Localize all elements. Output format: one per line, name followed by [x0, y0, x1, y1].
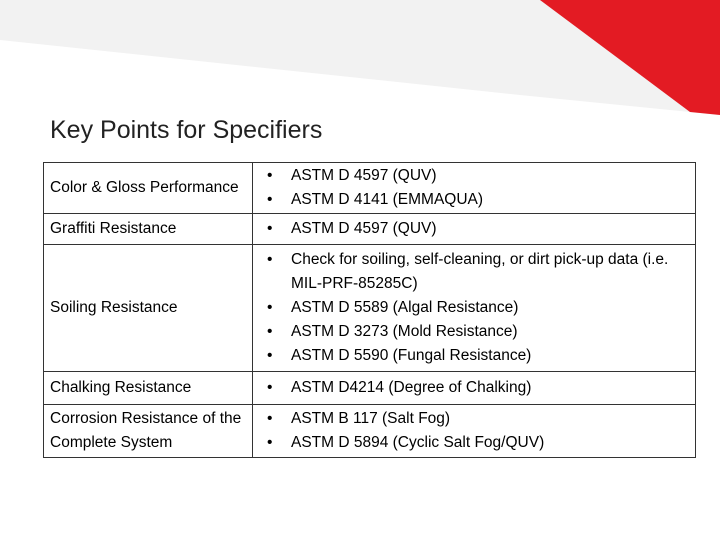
- row-items: [253, 214, 696, 245]
- list-item-text: Check for soiling, self-cleaning, or dirt pick-up data (i.e. MIL-PRF-85285C): [291, 251, 669, 292]
- list-item-text: ASTM D4214 (Degree of Chalking): [291, 379, 532, 396]
- row-items: [253, 405, 696, 458]
- list-item-text: ASTM D 3273 (Mold Resistance): [291, 323, 518, 340]
- row-items: [253, 245, 696, 372]
- bullet-icon: •: [267, 379, 273, 396]
- decorative-banner: [0, 0, 720, 115]
- list-item: [267, 248, 689, 296]
- list-item: [267, 188, 689, 212]
- row-label: Chalking Resistance: [44, 372, 253, 405]
- bullet-list: [267, 164, 689, 212]
- bullet-icon: •: [267, 191, 273, 208]
- list-item-text: ASTM D 5590 (Fungal Resistance): [291, 347, 532, 364]
- list-item-text: ASTM D 4597 (QUV): [291, 220, 437, 237]
- page-title: Key Points for Specifiers: [50, 116, 323, 144]
- specifier-table: [43, 162, 696, 458]
- bullet-list: [267, 407, 689, 455]
- list-item-text: ASTM D 5589 (Algal Resistance): [291, 299, 519, 316]
- list-item: [267, 164, 689, 188]
- specifier-table-body: [44, 163, 696, 458]
- list-item: [267, 217, 689, 241]
- list-item-text: ASTM B 117 (Salt Fog): [291, 410, 451, 427]
- bullet-list: [267, 248, 689, 368]
- bullet-icon: •: [267, 347, 273, 364]
- list-item: [267, 431, 689, 455]
- bullet-icon: •: [267, 251, 273, 268]
- bullet-icon: •: [267, 167, 273, 184]
- list-item-text: ASTM D 4597 (QUV): [291, 167, 437, 184]
- table-row: [44, 372, 696, 405]
- list-item-text: ASTM D 4141 (EMMAQUA): [291, 191, 484, 208]
- bullet-icon: •: [267, 434, 273, 451]
- row-label: Corrosion Resistance of the Complete System: [44, 405, 253, 458]
- row-items: [253, 163, 696, 214]
- bullet-icon: •: [267, 410, 273, 427]
- table-row: [44, 163, 696, 214]
- bullet-icon: •: [267, 323, 273, 340]
- list-item: [267, 296, 689, 320]
- list-item: [267, 407, 689, 431]
- table-row: [44, 405, 696, 458]
- list-item: [267, 320, 689, 344]
- row-label: Color & Gloss Performance: [44, 163, 253, 214]
- table-row: [44, 214, 696, 245]
- bullet-list: [267, 376, 689, 400]
- list-item-text: ASTM D 5894 (Cyclic Salt Fog/QUV): [291, 434, 545, 451]
- list-item: [267, 376, 689, 400]
- row-label: Graffiti Resistance: [44, 214, 253, 245]
- list-item: [267, 344, 689, 368]
- row-label: Soiling Resistance: [44, 245, 253, 372]
- table-row: [44, 245, 696, 372]
- row-items: [253, 372, 696, 405]
- bullet-icon: •: [267, 299, 273, 316]
- bullet-list: [267, 217, 689, 241]
- bullet-icon: •: [267, 220, 273, 237]
